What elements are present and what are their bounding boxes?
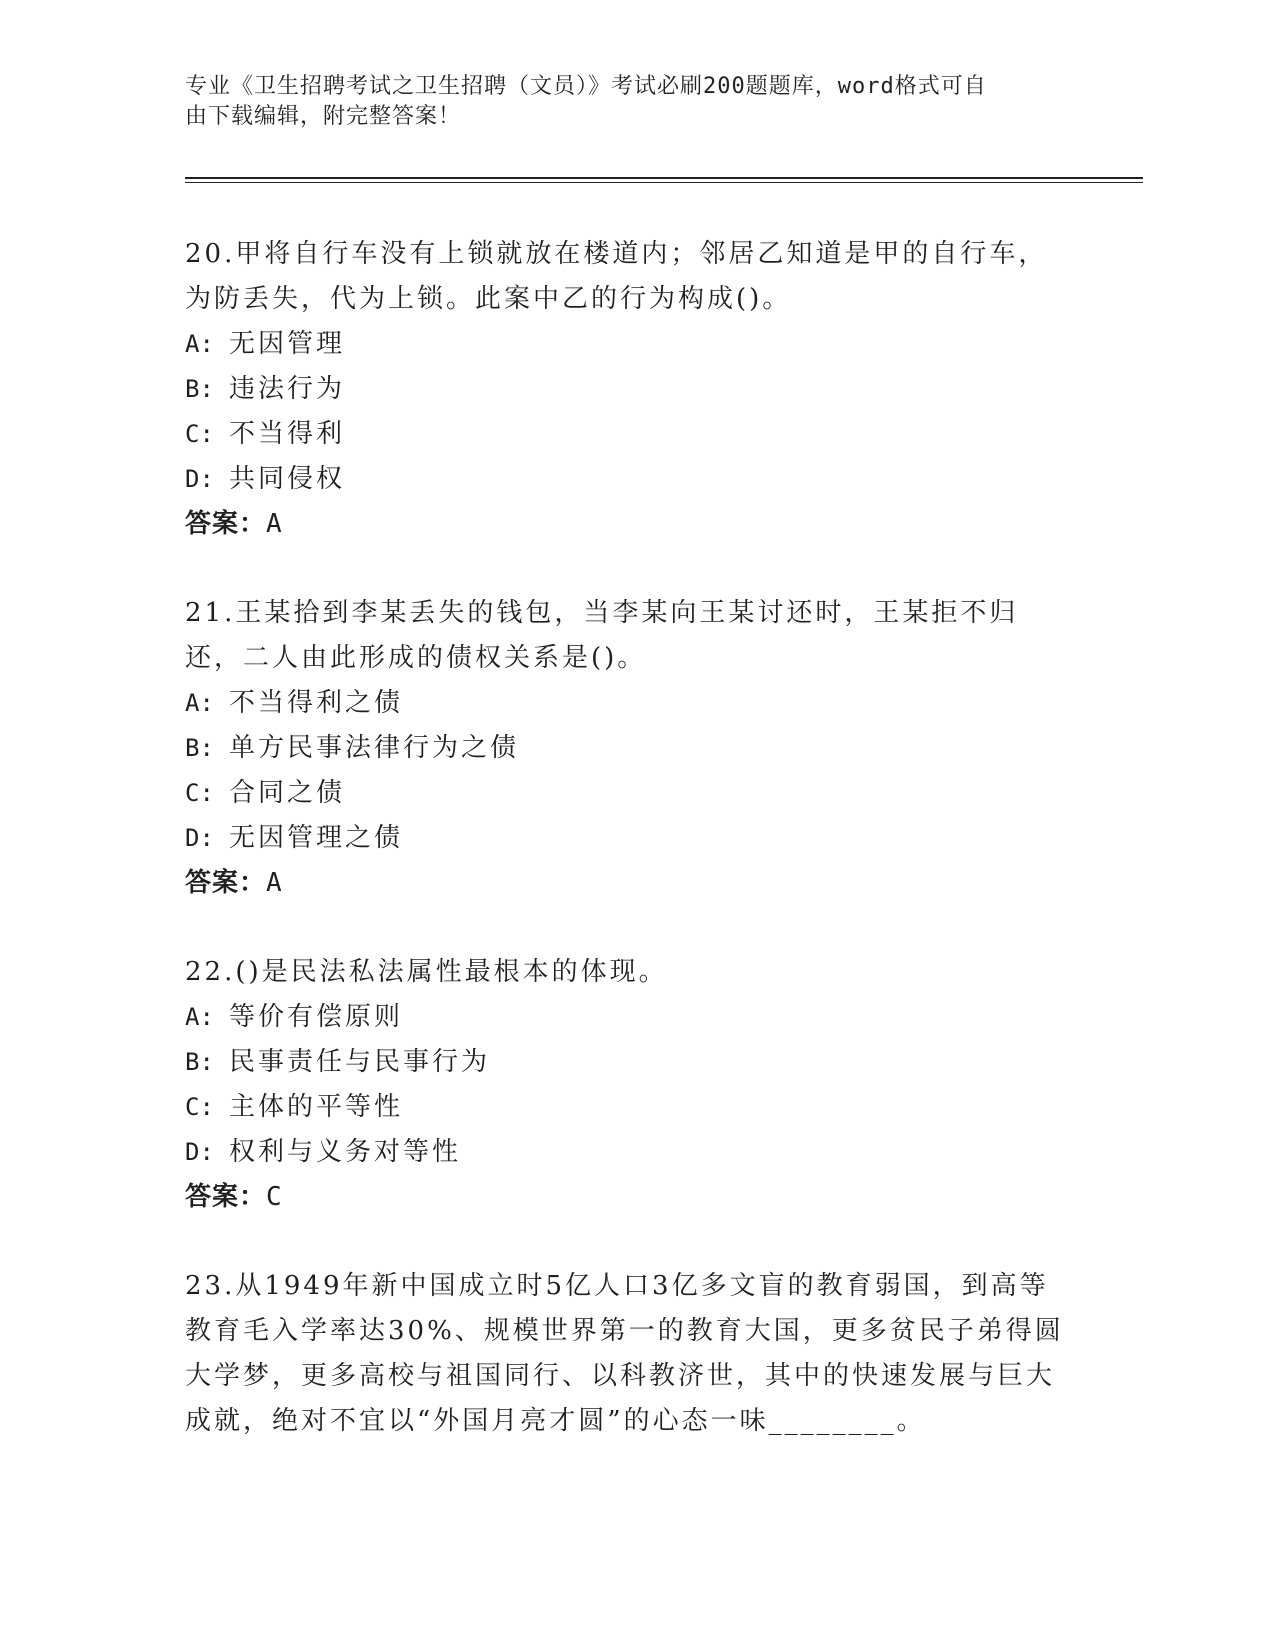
option-c <box>185 771 1075 816</box>
answer-label: 答案： <box>185 868 267 898</box>
option-key: B: <box>185 1048 214 1076</box>
option-key: A: <box>185 689 214 717</box>
option-c <box>185 1085 1075 1130</box>
option-text: 单方民事法律行为之债 <box>229 733 520 763</box>
option-d <box>185 1130 1075 1175</box>
question-21 <box>185 591 1075 906</box>
question-stem: 20.甲将自行车没有上锁就放在楼道内；邻居乙知道是甲的自行车，为防丢失，代为上锁。此案中乙的行为构成()。 <box>185 239 1048 314</box>
question-stem: 22.()是民法私法属性最根本的体现。 <box>185 957 668 987</box>
option-b <box>185 367 1075 412</box>
option-a <box>185 681 1075 726</box>
header-divider-thick <box>185 177 1143 179</box>
option-b <box>185 1040 1075 1085</box>
question-stem: 21.王某拾到李某丢失的钱包，当李某向王某讨还时，王某拒不归还，二人由此形成的债权关系是()。 <box>185 598 1019 673</box>
option-d <box>185 816 1075 861</box>
option-text: 不当得利 <box>229 419 346 449</box>
option-key: B: <box>185 375 214 403</box>
option-text: 合同之债 <box>229 778 346 808</box>
document-header <box>185 72 1065 132</box>
answer-value: A <box>266 509 283 539</box>
question-list <box>185 232 1075 1488</box>
option-key: D: <box>185 465 214 493</box>
option-text: 权利与义务对等性 <box>229 1137 462 1167</box>
option-key: A: <box>185 1003 214 1031</box>
answer-line <box>185 861 1075 906</box>
question-23 <box>185 1264 1075 1444</box>
header-line-2: 由下载编辑，附完整答案！ <box>185 104 462 129</box>
answer-value: C <box>266 1182 283 1212</box>
option-d <box>185 457 1075 502</box>
option-b <box>185 726 1075 771</box>
option-c <box>185 412 1075 457</box>
option-text: 民事责任与民事行为 <box>229 1047 491 1077</box>
question-22 <box>185 950 1075 1220</box>
option-text: 无因管理之债 <box>229 823 404 853</box>
option-a <box>185 995 1075 1040</box>
option-text: 共同侵权 <box>229 464 346 494</box>
option-key: A: <box>185 330 214 358</box>
option-key: D: <box>185 1138 214 1166</box>
answer-label: 答案： <box>185 1182 267 1212</box>
option-key: C: <box>185 420 214 448</box>
option-a <box>185 322 1075 367</box>
option-text: 主体的平等性 <box>229 1092 404 1122</box>
answer-line <box>185 1175 1075 1220</box>
answer-label: 答案： <box>185 509 267 539</box>
header-line-1: 专业《卫生招聘考试之卫生招聘（文员）》考试必刷200题题库，word格式可自 <box>185 74 987 99</box>
option-key: C: <box>185 779 214 807</box>
option-text: 违法行为 <box>229 374 346 404</box>
answer-value: A <box>266 868 283 898</box>
option-key: C: <box>185 1093 214 1121</box>
option-text: 不当得利之债 <box>229 688 404 718</box>
option-text: 等价有偿原则 <box>229 1002 404 1032</box>
question-stem: 23.从1949年新中国成立时5亿人口3亿多文盲的教育弱国，到高等教育毛入学率达30%、规模世界第一的教育大国，更多贫民子弟得圆大学梦，更多高校与祖国同行、以科教济世，其中的快速发展与巨大成就，绝对不宜以“外国月亮才圆”的心态一味________。 <box>185 1271 1064 1436</box>
answer-line <box>185 502 1075 547</box>
header-divider-thin <box>185 182 1143 183</box>
option-key: D: <box>185 824 214 852</box>
option-key: B: <box>185 734 214 762</box>
question-20 <box>185 232 1075 547</box>
option-text: 无因管理 <box>229 329 346 359</box>
